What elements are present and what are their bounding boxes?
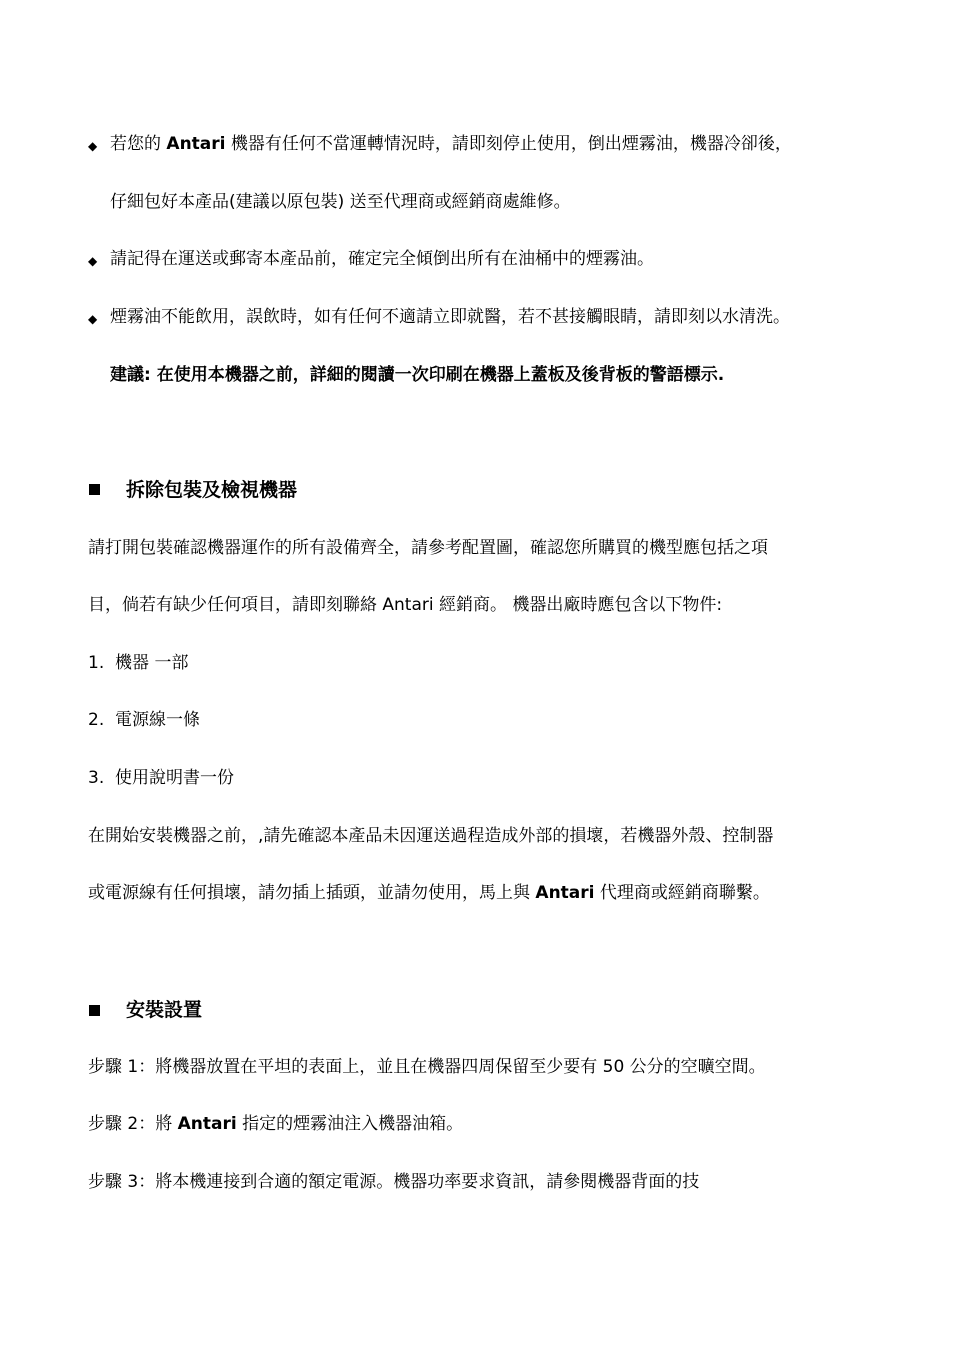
caution-item-1-line-2: 仔細包好本產品(建議以原包裝) 送至代理商或經銷商處維修。 <box>110 192 571 212</box>
unpack-paragraph-1-line-2: 目，倘若有缺少任何項目，請即刻聯絡 Antari 經銷商。 機器出廠時應包含以下物件: <box>88 595 723 615</box>
list-item <box>88 708 200 732</box>
unpack-paragraph-2-line-1: 在開始安裝機器之前，,請先確認本產品未因運送過程造成外部的損壞，若機器外殼、控制器 <box>88 826 774 846</box>
brand-name: Antari <box>177 1114 237 1134</box>
list-item-number: 3. <box>88 768 105 788</box>
brand-name: Antari <box>535 883 595 903</box>
square-bullet-icon <box>89 1005 100 1016</box>
list-item-text: 使用說明書一份 <box>115 768 235 788</box>
caution-item-3: 煙霧油不能飲用，誤飲時，如有任何不適請立即就醫，若不甚接觸眼睛，請即刻以水清洗。 <box>110 307 790 327</box>
caution-item-1-text-b: 機器有任何不當運轉情況時，請即刻停止使用，倒出煙霧油，機器冷卻後， <box>230 134 792 154</box>
install-step-3: 步驟 3：將本機連接到合適的額定電源。機器功率要求資訊，請參閱機器背面的技 <box>88 1172 700 1192</box>
list-item <box>88 651 188 675</box>
caution-item-1-text-a: 若您的 <box>110 134 161 154</box>
caution-item-2: 請記得在運送或郵寄本產品前，確定完全傾倒出所有在油桶中的煙霧油。 <box>110 249 654 269</box>
diamond-bullet-icon: ◆ <box>88 312 98 326</box>
install-step-1: 步驟 1：將機器放置在平坦的表面上，並且在機器四周保留至少要有 50 公分的空曠空間。 <box>88 1057 766 1077</box>
advice-text: 建議: 在使用本機器之前，詳細的閱讀一次印刷在機器上蓋板及後背板的警語標示. <box>110 365 725 385</box>
diamond-bullet-icon: ◆ <box>88 139 98 153</box>
unpack-paragraph-2-text-a: 或電源線有任何損壞，請勿插上插頭，並請勿使用，馬上與 <box>88 883 530 903</box>
list-item <box>88 766 234 790</box>
caution-item-1 <box>110 132 792 156</box>
section-heading-install: 安裝設置 <box>126 999 203 1021</box>
list-item-number: 2. <box>88 710 105 730</box>
list-item-number: 1. <box>88 653 105 673</box>
install-step-2 <box>88 1112 463 1136</box>
install-step-2-text-a: 步驟 2：將 <box>88 1114 173 1134</box>
unpack-paragraph-1-line-1: 請打開包裝確認機器運作的所有設備齊全，請參考配置圖，確認您所購買的機型應包括之項 <box>88 538 768 558</box>
square-bullet-icon <box>89 484 100 495</box>
section-heading-unpack: 拆除包裝及檢視機器 <box>126 479 298 501</box>
unpack-paragraph-2-text-b: 代理商或經銷商聯繫。 <box>599 883 770 903</box>
list-item-text: 機器 一部 <box>115 653 189 673</box>
brand-name: Antari <box>166 134 226 154</box>
install-step-2-text-b: 指定的煙霧油注入機器油箱。 <box>242 1114 464 1134</box>
diamond-bullet-icon: ◆ <box>88 254 98 268</box>
unpack-paragraph-2-line-2 <box>88 881 770 905</box>
list-item-text: 電源線一條 <box>115 710 201 730</box>
